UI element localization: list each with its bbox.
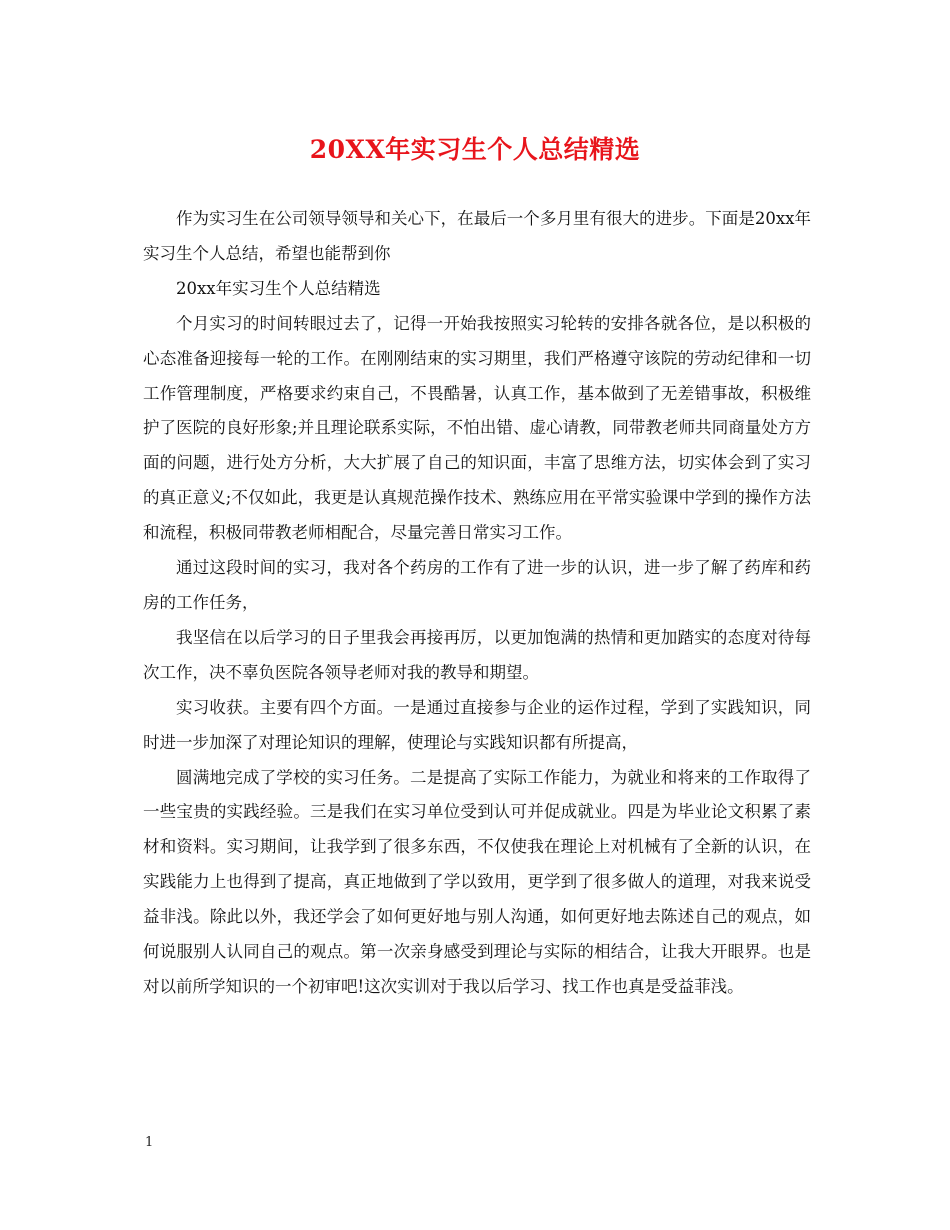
paragraph-internship-review: 个月实习的时间转眼过去了，记得一开始我按照实习轮转的安排各就各位，是以积极的心态准备迎接每一轮的工作。在刚刚结束的实习期里，我们严格遵守该院的劳动纪律和一切工作管理制度，严格要求约束自己，不畏酷暑，认真工作，基本做到了无差错事故，积极维护了医院的良好形象;并且理论联系实际，不怕出错、虚心请教，同带教老师共同商量处方方面的问题，进行处方分析，大大扩展了自己的知识面，丰富了思维方法，切实体会到了实习的真正意义;不仅如此，我更是认真规范操作技术、熟练应用在平常实验课中学到的操作方法和流程，积极同带教老师相配合，尽量完善日常实习工作。 (143, 313, 811, 543)
paragraph-achievements: 圆满地完成了学校的实习任务。二是提高了实际工作能力，为就业和将来的工作取得了一些宝贵的实践经验。三是我们在实习单位受到认可并促成就业。四是为毕业论文积累了素材和资料。实习期间，让我学到了很多东西，不仅使我在理论上对机械有了全新的认识，在实践能力上也得到了提高，真正地做到了学以致用，更学到了很多做人的道理，对我来说受益非浅。除此以外，我还学会了如何更好地与别人沟通，如何更好地去陈述自己的观点，如何说服别人认同自己的观点。第一次亲身感受到理论与实际的相结合，让我大开眼界。也是对以前所学知识的一个初审吧!这次实训对于我以后学习、找工作也真是受益菲浅。 (143, 767, 811, 996)
paragraph-subtitle: 20xx年实习生个人总结精选 (176, 278, 381, 298)
page-number: 1 (145, 1135, 154, 1150)
paragraph-resolution: 我坚信在以后学习的日子里我会再接再厉，以更加饱满的热情和更加踏实的态度对待每次工作，决不辜负医院各领导老师对我的教导和期望。 (143, 627, 811, 682)
paragraph-pharmacy-understanding: 通过这段时间的实习，我对各个药房的工作有了进一步的认识，进一步了解了药库和药房的工作任务， (143, 558, 811, 612)
document-body (143, 202, 811, 1005)
document-title: 20XX年实习生个人总结精选 (309, 135, 641, 164)
paragraph-harvest: 实习收获。主要有四个方面。一是通过直接参与企业的运作过程，学到了实践知识，同时进一步加深了对理论知识的理解，使理论与实践知识都有所提高， (143, 697, 811, 752)
paragraph-intro: 作为实习生在公司领导领导和关心下，在最后一个多月里有很大的进步。下面是20xx年实习生个人总结，希望也能帮到你 (143, 209, 811, 263)
